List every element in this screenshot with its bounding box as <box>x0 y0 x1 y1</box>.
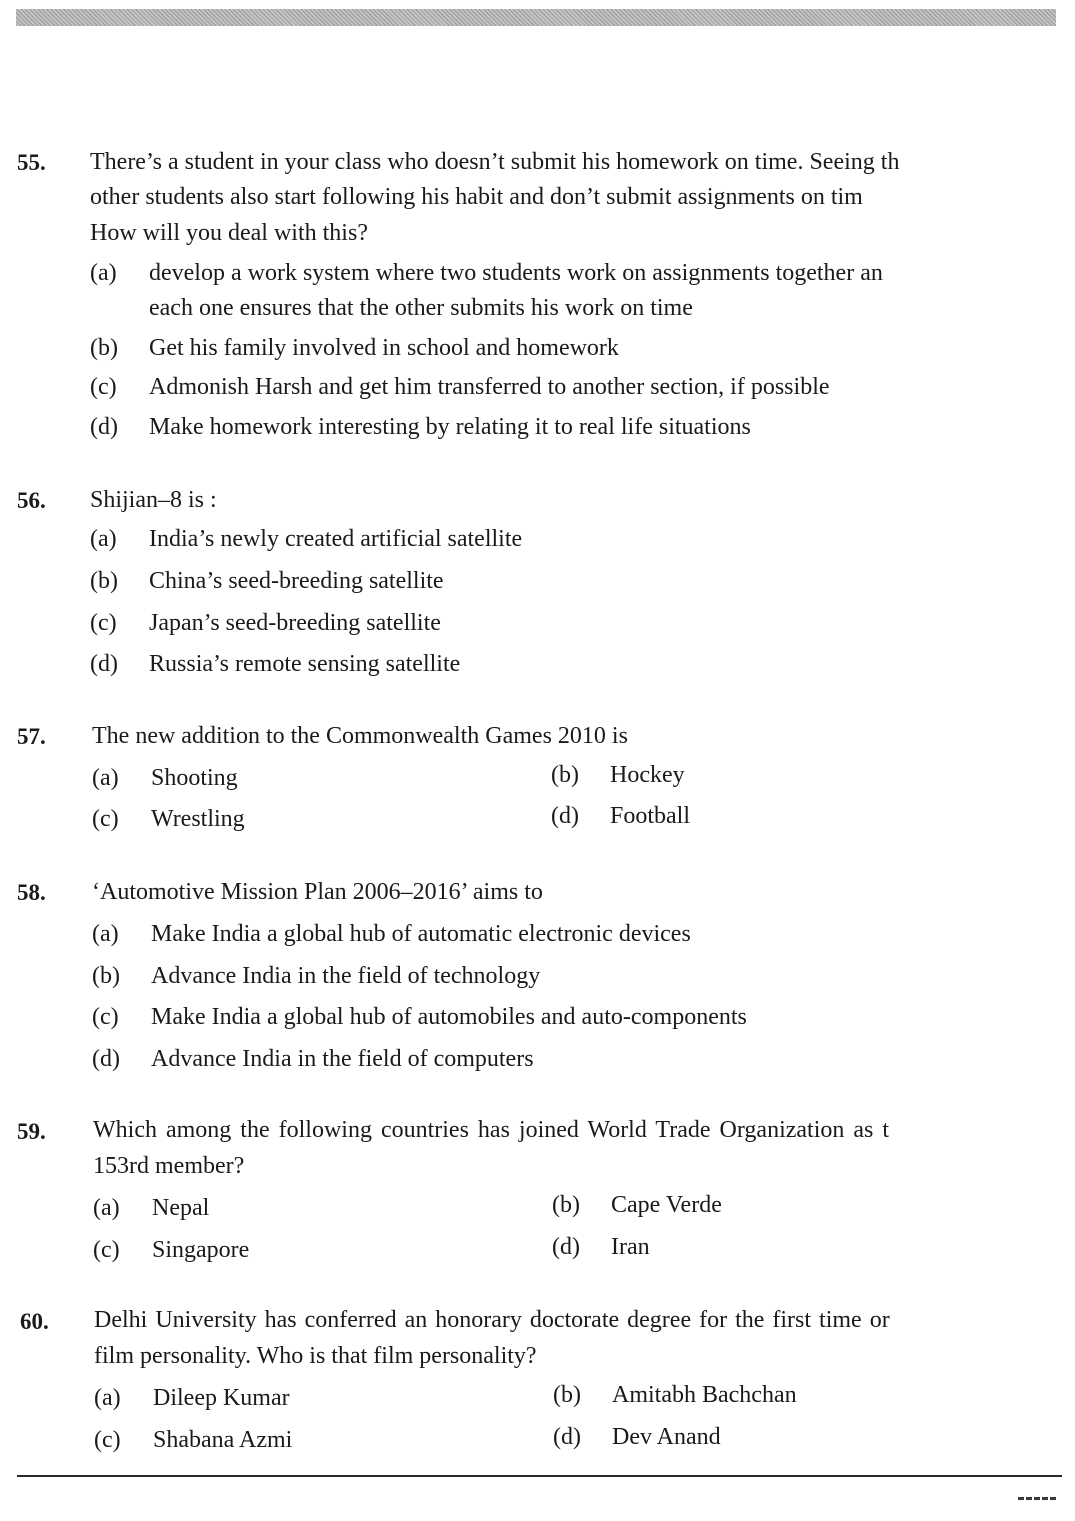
option-label: (d) <box>90 414 118 440</box>
option-text: Cape Verde <box>611 1192 722 1218</box>
option-text: Advance India in the field of technology <box>151 963 541 989</box>
option-label: (c) <box>93 1237 120 1263</box>
question-text-line: film personality. Who is that film personality? <box>94 1343 537 1369</box>
option-label: (a) <box>93 1195 120 1221</box>
question-text-line: ‘Automotive Mission Plan 2006–2016’ aims to <box>92 879 543 905</box>
question-text-line: other students also start following his habit and don’t submit assignments on tim <box>90 184 863 210</box>
option-text: India’s newly created artificial satellite <box>149 526 523 552</box>
question-number: 59. <box>17 1119 46 1144</box>
option-label: (b) <box>90 335 118 361</box>
option-text: Shabana Azmi <box>153 1427 293 1453</box>
footer-mark <box>1018 1497 1056 1500</box>
option-text: Make homework interesting by relating it to real life situations <box>149 414 751 440</box>
option-label: (a) <box>94 1385 121 1411</box>
option-label: (c) <box>94 1427 121 1453</box>
option-label: (c) <box>90 374 117 400</box>
question-text-line: Delhi University has conferred an honorary doctorate degree for the first time or <box>94 1307 890 1333</box>
option-text: Nepal <box>152 1195 210 1221</box>
question-text-line: The new addition to the Commonwealth Games 2010 is <box>92 723 628 749</box>
question-text-line: How will you deal with this? <box>90 220 368 246</box>
option-text: Wrestling <box>151 806 245 832</box>
header-band <box>16 9 1056 26</box>
question-number: 55. <box>17 150 46 175</box>
question-text-line: There’s a student in your class who doesn’t submit his homework on time. Seeing th <box>90 149 900 175</box>
option-text: Dev Anand <box>612 1424 721 1450</box>
footer-rule <box>17 1475 1062 1477</box>
question-text-line: Which among the following countries has joined World Trade Organization as t <box>93 1117 890 1143</box>
option-text: Admonish Harsh and get him transferred to another section, if possible <box>149 374 830 400</box>
option-label: (c) <box>92 1004 119 1030</box>
option-label: (d) <box>92 1046 120 1072</box>
option-label: (a) <box>90 526 117 552</box>
option-text: Make India a global hub of automatic electronic devices <box>151 921 691 947</box>
question-text-line: 153rd member? <box>93 1153 245 1179</box>
option-label: (d) <box>552 1234 580 1260</box>
option-label: (b) <box>553 1382 581 1408</box>
option-label: (b) <box>551 762 579 788</box>
option-text: Get his family involved in school and homework <box>149 335 619 361</box>
option-label: (c) <box>90 610 117 636</box>
option-text: each one ensures that the other submits his work on time <box>149 295 693 321</box>
question-text-line: Shijian–8 is : <box>90 487 217 513</box>
option-text: Russia’s remote sensing satellite <box>149 651 461 677</box>
option-label: (b) <box>90 568 118 594</box>
option-text: Dileep Kumar <box>153 1385 290 1411</box>
option-label: (d) <box>90 651 118 677</box>
option-label: (a) <box>90 260 117 286</box>
option-text: Hockey <box>610 762 685 788</box>
option-label: (b) <box>92 963 120 989</box>
option-label: (d) <box>551 803 579 829</box>
question-number: 57. <box>17 724 46 749</box>
option-text: Shooting <box>151 765 238 791</box>
option-label: (a) <box>92 921 119 947</box>
option-text: China’s seed-breeding satellite <box>149 568 444 594</box>
option-text: Amitabh Bachchan <box>612 1382 797 1408</box>
option-label: (d) <box>553 1424 581 1450</box>
question-number: 60. <box>20 1309 49 1334</box>
option-text: Football <box>610 803 691 829</box>
option-text: Make India a global hub of automobiles and auto-components <box>151 1004 747 1030</box>
option-text: develop a work system where two students work on assignments together an <box>149 260 883 286</box>
option-text: Iran <box>611 1234 650 1260</box>
option-label: (c) <box>92 806 119 832</box>
option-text: Japan’s seed-breeding satellite <box>149 610 441 636</box>
option-label: (b) <box>552 1192 580 1218</box>
question-number: 58. <box>17 880 46 905</box>
option-label: (a) <box>92 765 119 791</box>
option-text: Advance India in the field of computers <box>151 1046 534 1072</box>
option-text: Singapore <box>152 1237 250 1263</box>
question-number: 56. <box>17 488 46 513</box>
